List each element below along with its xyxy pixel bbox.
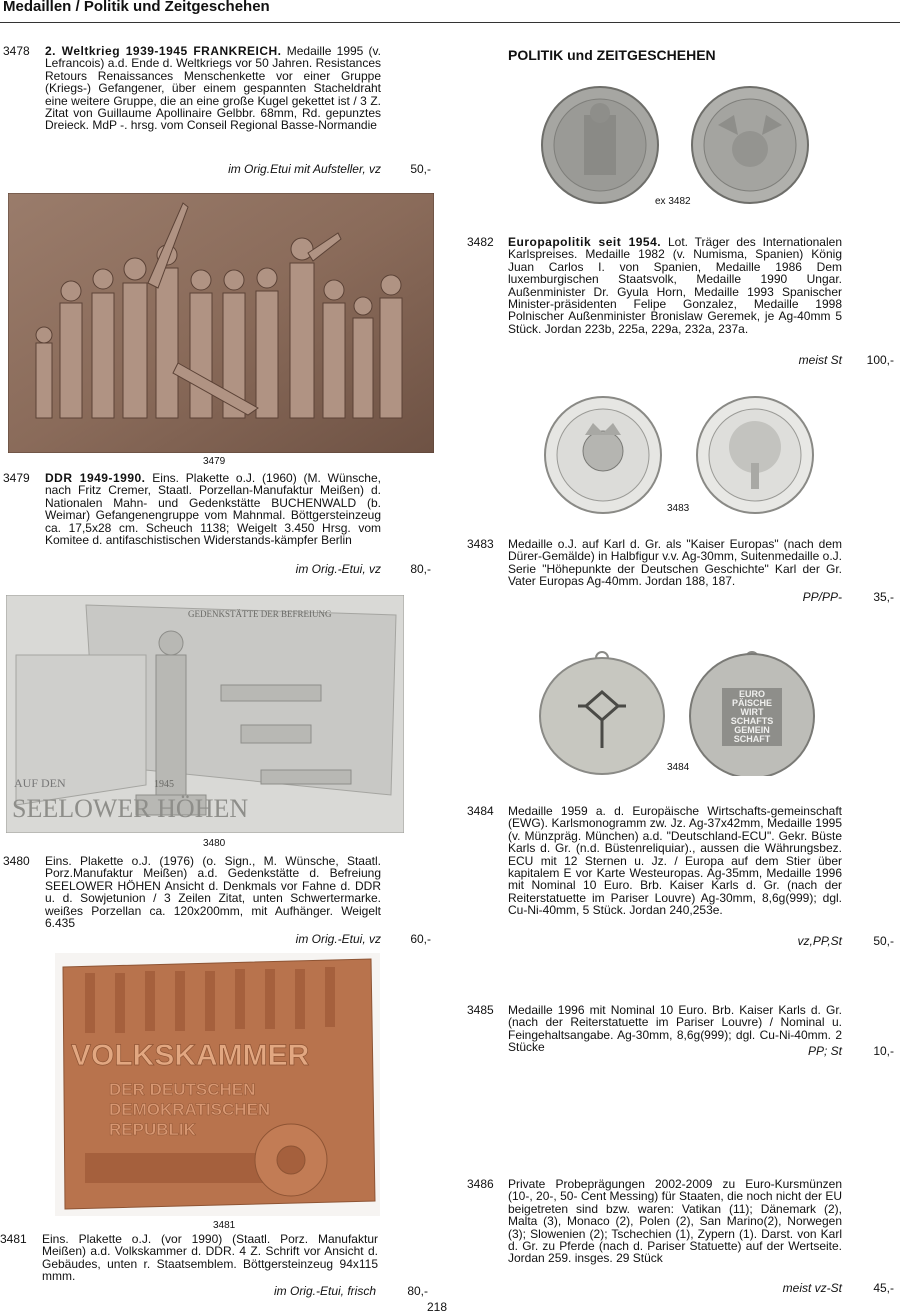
lot-description: Lot. Träger des Internationalen Karlspreises. Medaille 1982 (v. Numisma, Spanien) König Juan Carlos I. von Spanien, Medaille 1986 Dem luxemburgischen Staatsvolk, Medaille 1990 Ungar. Außenminister Dr. Gyula Horn, Medaille 1993 Spanischer Minister-präsidenten Felipe Gonzalez, Medaille 1998 Polnischer Außenminister Bronislaw Geremek, je Ag-40mm 5 Stück. Jordan 223b, 225a, 229a, 232a, 237a. bbox=[508, 235, 842, 336]
image-caption-3479: 3479 bbox=[203, 456, 226, 467]
plaque-text-bottom1: AUF DEN bbox=[14, 776, 66, 790]
plaque-text-line3: DEMOKRATISCHEN bbox=[109, 1100, 271, 1119]
lot-number: 3481 bbox=[0, 1232, 27, 1246]
lot-heading: DDR 1949-1990. bbox=[45, 471, 146, 485]
lot-condition: im Orig.Etui mit Aufsteller, vz bbox=[228, 162, 381, 176]
page-header-title: Medaillen / Politik und Zeitgeschehen bbox=[3, 0, 270, 15]
lot-3478 bbox=[3, 45, 433, 180]
lot-condition: PP; St bbox=[807, 1044, 842, 1058]
lot-price: 50,- bbox=[410, 162, 431, 176]
lot-description: Medaille 1996 mit Nominal 10 Euro. Brb. Kaiser Karls d. Gr. (nach der Reiterstatuette im Pariser Louvre) / Nominal u. Feingehaltsangabe. Ag-30mm, 8,6g(999); dgl. Cu-Ni-40mm. 2 Stücke bbox=[508, 1003, 842, 1055]
lot-description: Private Probeprägungen 2002-2009 zu Euro-Kursmünzen (10-, 20-, 50- Cent Messing) für Staaten, die noch nicht der EU beigetreten sind bzw. waren: Vatikan (11); Dänemark (2), Malta (3), Monaco (2), Polen (2), San Marino(2), Norwegen (3); Slowenien (2); Tschechien (1), Zypern (1). Darst. von Karl d. Gr. zu Pferde (nach d. Pariser Statuette) auf der Wertseite. Jordan 259. insges. 29 Stück bbox=[508, 1177, 842, 1266]
lot-price: 80,- bbox=[410, 562, 431, 576]
plaque-text-top: GEDENKSTÄTTE DER BEFREIUNG bbox=[188, 609, 332, 619]
lot-3484 bbox=[467, 805, 895, 955]
lot-3485 bbox=[467, 1004, 895, 1064]
lot-heading: Europapolitik seit 1954. bbox=[508, 235, 662, 249]
section-title: POLITIK und ZEITGESCHEHEN bbox=[508, 47, 716, 63]
lot-number: 3486 bbox=[467, 1177, 494, 1191]
image-caption-3484: 3484 bbox=[667, 762, 690, 773]
lot-number: 3479 bbox=[3, 471, 30, 485]
plaque-text-year: 1945 bbox=[154, 779, 174, 790]
plaque-text-line4: REPUBLIK bbox=[109, 1120, 196, 1139]
image-caption-3483: 3483 bbox=[667, 503, 690, 514]
coin-image-3484 bbox=[538, 648, 823, 776]
lot-number: 3478 bbox=[3, 44, 30, 58]
lot-number: 3485 bbox=[467, 1003, 494, 1017]
plaque-image-3481 bbox=[55, 953, 380, 1216]
coin-3484-text: EURO PÄISCHE WIRT SCHAFTS GEMEIN SCHAFT bbox=[730, 690, 774, 744]
lot-description: Medaille o.J. auf Karl d. Gr. als "Kaiser Europas" (nach dem Dürer-Gemälde) in Halbfigur v.v. Ag-30mm, Suitenmedaille o.J. Serie "Höhepunkte der Deutschen Geschichte" Karl der Gr. Vater Europas Ag-40mm. Jordan 188, 187. bbox=[508, 537, 842, 589]
lot-condition: vz,PP,St bbox=[797, 934, 842, 948]
plaque-text-line2: DER DEUTSCHEN bbox=[109, 1080, 256, 1099]
lot-price: 60,- bbox=[410, 932, 431, 946]
plaque-text-bottom2: SEELOWER HÖHEN bbox=[12, 794, 249, 823]
image-caption-3482: ex 3482 bbox=[655, 196, 691, 207]
lot-condition: im Orig.-Etui, vz bbox=[295, 562, 381, 576]
lot-3483 bbox=[467, 538, 895, 608]
lot-heading: 2. Weltkrieg 1939-1945 FRANKREICH. bbox=[45, 44, 282, 58]
lot-3479 bbox=[3, 472, 433, 582]
lot-3480 bbox=[3, 855, 433, 950]
header-rule bbox=[0, 22, 900, 23]
lot-3481 bbox=[0, 1233, 433, 1303]
lot-price: 80,- bbox=[407, 1284, 428, 1298]
coin-image-3482 bbox=[538, 85, 828, 210]
lot-price: 10,- bbox=[873, 1044, 894, 1058]
lot-price: 50,- bbox=[873, 934, 894, 948]
lot-condition: im Orig.-Etui, frisch bbox=[273, 1284, 376, 1298]
lot-condition: meist St bbox=[798, 353, 842, 367]
plaque-text-line1: VOLKSKAMMER bbox=[71, 1039, 310, 1072]
lot-3486 bbox=[467, 1178, 895, 1298]
page-number: 218 bbox=[427, 1300, 448, 1314]
image-caption-3481: 3481 bbox=[213, 1220, 236, 1231]
lot-description: Medaille 1995 (v. Lefrancois) a.d. Ende d. Weltkriegs vor 50 Jahren. Resistances Retours Renaissances Menschenkette vor einer Gruppe (Kriegs-) Gefangener, über einem gespannten Stacheldraht eine weitere Gruppe, die an eine große Kugel gekettet ist / 3 Z. Zitat von Guillaume Apollinaire Gelbbr. 68mm, Rd. gepunztes Dreieck. MdP -. hrsg. vom Conseil Regional Basse-Normandie bbox=[45, 44, 381, 133]
lot-price: 100,- bbox=[866, 353, 894, 367]
lot-number: 3480 bbox=[3, 854, 30, 868]
lot-description: Eins. Plakette o.J. (vor 1990) (Staatl. Porz. Manufaktur Meißen) a.d. Volkskammer d. DDR. 4 Z. Schrift vor Ansicht d. Gebäudes, unten r. Staatsemblem. Böttgersteinzeug 94x115 mmm. bbox=[42, 1232, 378, 1284]
lot-description: Medaille 1959 a. d. Europäische Wirtschafts-gemeinschaft (EWG). Karlsmonogramm zw. Jz. Ag-37x42mm, Medaille 1995 (v. Münzpräg. München) a.d. "Deutschland-ECU". Gekr. Büste Karls d. Gr. (n.d. Büstenreliquiar)., aussen die Währungsbez. ECU mit 12 Sternen u. Jz. / Europa auf dem Stier über kapitalem E vor Karte Westeuropas. Ag-35mm, Medaille 1996 mit Nominal 10 Euro. Brb. Kaiser Karls d. Gr. (nach der Reiterstatuette im Pariser Louvre) Ag-30mm, 8,6g(999); dgl. Cu-Ni-40mm, 5 Stück. Jordan 240,253e. bbox=[508, 804, 842, 918]
lot-number: 3484 bbox=[467, 804, 494, 818]
plaque-image-3479 bbox=[8, 193, 434, 453]
lot-condition: meist vz-St bbox=[782, 1281, 842, 1295]
lot-description: Eins. Plakette o.J. (1976) (o. Sign., M. Wünsche, Staatl. Porz.Manufaktur Meißen) a.d. Gedenkstätte d. Befreiung SEELOWER HÖHEN Ansicht d. Denkmals vor Fahne d. DDR u. d. Sowjetunion / 3 Zeilen Zitat, unten Schwertermarke. weißes Porzellan ca. 120x200mm, mit Aufhänger. Weigelt 6.435 bbox=[45, 854, 381, 931]
lot-price: 45,- bbox=[873, 1281, 894, 1295]
lot-number: 3482 bbox=[467, 235, 494, 249]
coin-image-3483 bbox=[543, 393, 818, 518]
image-caption-3480: 3480 bbox=[203, 838, 226, 849]
lot-price: 35,- bbox=[873, 590, 894, 604]
lot-3482 bbox=[467, 236, 895, 371]
lot-condition: PP/PP- bbox=[802, 590, 842, 604]
lot-number: 3483 bbox=[467, 537, 494, 551]
lot-description: Eins. Plakette o.J. (1960) (M. Wünsche, nach Fritz Cremer, Staatl. Porzellan-Manufaktur Meißen) d. Nationalen Mahn- und Gedenkstätte BUCHENWALD (b. Weimar) Gefangenengruppe vom Mahnmal. Böttgersteinzeug ca. 17,5x28 cm. Scheuch 1138; Weigelt 3.450 Hrsg. vom Komitee d. antifaschistischen Widerstands-kämpfer Berlin bbox=[45, 471, 381, 548]
lot-condition: im Orig.-Etui, vz bbox=[295, 932, 381, 946]
plaque-image-3480 bbox=[6, 595, 404, 833]
